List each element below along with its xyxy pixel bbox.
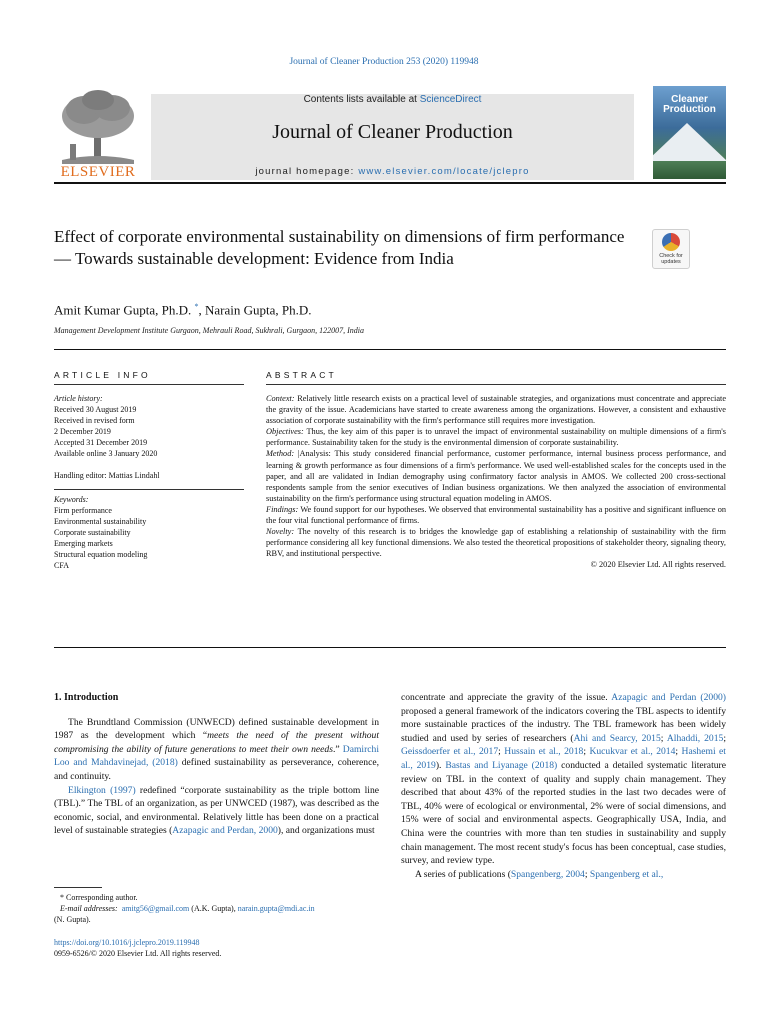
keyword: Firm performance — [54, 506, 112, 515]
journal-title: Journal of Cleaner Production — [272, 121, 513, 143]
article-title: Effect of corporate environmental sustainability on dimensions of firm performance — Towards sustainable development: Evidence from India — [54, 227, 625, 268]
history-label: Article history: — [54, 394, 103, 403]
abstract-copyright: © 2020 Elsevier Ltd. All rights reserved. — [590, 560, 726, 570]
elsevier-logo[interactable] — [54, 86, 142, 180]
citation-link[interactable]: Azapagic and Perdan, 2000 — [172, 825, 278, 837]
article-info-heading: ARTICLE INFO — [54, 370, 151, 380]
issn-line: 0959-6526/© 2020 Elsevier Ltd. All rights reserved. — [54, 949, 222, 958]
homepage-link[interactable]: www.elsevier.com/locate/jclepro — [358, 166, 530, 177]
body-left-column — [54, 691, 379, 838]
keywords-rule — [54, 489, 244, 490]
citation-link[interactable]: Hussain et al., 2018 — [504, 746, 584, 758]
history-item: Received 30 August 2019 — [54, 405, 137, 414]
intro-paragraph-2-cont: concentrate and appreciate the gravity of the issue. Azapagic and Perdan (2000) proposed a general framework of the indicators covering the TBL aspects to identify more sustainable practices of the industry. The TBL framework has been widely studied and used by series of researchers (Ahi and Searcy, 2015; Alhaddi, 2015; Geissdoerfer et al., 2017; Hussain et al., 2018; Kucukvar et al., 2014; Hashemi et al., 2019). Bastas and Liyanage (2018) conducted a detailed systematic literature review on TBL in the context of quality and supply chain management. They described that about 43% of the reported studies in the last two decades were of TBL, 40% were of ecological or environmental, 2% were of social dimensions, and 15% were of social and environmental aspects. Geographically USA, India, and China were the countries with more than ten studies in sustainability and supply chain management. The most recent study's focus has been conceptual, case studies, survey, and review type. — [401, 692, 726, 867]
keyword: Structural equation modeling — [54, 550, 148, 559]
intro-paragraph-3: A series of publications (Spangenberg, 2004; Spangenberg et al., — [415, 868, 664, 880]
history-item: Available online 3 January 2020 — [54, 449, 158, 458]
doi-block — [54, 937, 394, 959]
check-updates-icon — [662, 233, 680, 251]
abstract-rule — [266, 384, 726, 385]
body-right-column — [401, 691, 726, 881]
abstract-novelty: Novelty: The novelty of this research is to bridges the knowledge gap of establishing a relationship of sustainability with the firm performance considering all key functional dimensions. We also tested the theoretical propositions of stakeholder theory, signaling theory, RBV, and institutional perspective. — [266, 527, 726, 559]
abstract-objectives: Objectives: Thus, the key aim of this paper is to unravel the impact of environmental sustainability on multiple dimensions of a firm's performance. Sustainability taken for the study is the environmental dimension of corporate sustainability. — [266, 427, 726, 448]
email-link[interactable]: amitg56@gmail.com — [121, 904, 190, 913]
cover-mountain-image — [653, 123, 726, 161]
header-rule — [54, 182, 726, 184]
abstract-findings: Findings: We found support for our hypotheses. We observed that environmental sustainability has a positive and significant influence on the four vital functional performance of firms. — [266, 504, 726, 526]
doi-link[interactable]: https://doi.org/10.1016/j.jclepro.2019.119948 — [54, 938, 200, 947]
abstract-method: Method: |Analysis: This study considered financial performance, customer performance, internal business process performance, and learning & growth performance as four dimensions of a firm's performance. We used well-established scales for the concepts used in the paper, and all are validated in Indian demography using confirmatory factor analysis in AMOS. We collected 200 cross-sectional respondents sample from the senior executives of Indian business organizations. We then analyzed the association of environmental sustainability on the firm's performance using structural equation modeling in AMOS. — [266, 449, 726, 503]
citation-link[interactable]: Ahi and Searcy, 2015 — [573, 732, 661, 744]
citation-link[interactable]: Azapagic and Perdan (2000) — [611, 692, 726, 703]
article-info-rule — [54, 384, 244, 385]
keywords-list — [54, 494, 244, 571]
history-item: Accepted 31 December 2019 — [54, 438, 148, 447]
history-item: 2 December 2019 — [54, 427, 111, 436]
citation-link[interactable]: Geissdoerfer et al., 2017 — [401, 746, 499, 758]
footnotes — [54, 892, 394, 925]
abstract-context: Context: Relatively little research exists on a practical level of sustainable strategies, and organizations must concentrate and appreciate the gravity of the issue. Academicians have started to create awareness among the organizations. However, a consistent and exhaustive association of corporate sustainability with the firm's performance still requires more investigation. — [266, 394, 726, 426]
email-addresses: E-mail addresses: amitg56@gmail.com (A.K. Gupta), narain.gupta@mdi.ac.in — [60, 904, 315, 913]
keyword: CFA — [54, 561, 69, 570]
intro-paragraph-1: The Brundtland Commission (UNWECD) defined sustainable development in 1987 as the development which “meets the need of the present without compromising the ability of future generations to meet their own needs.” Damirchi Loo and Mahdavinejad, (2018) defined sustainability as perseverance, coherence, and continuity. — [54, 716, 380, 782]
email-name-2: (N. Gupta). — [54, 915, 91, 924]
intro-paragraph-2: Elkington (1997) redefined “corporate sustainability as the triple bottom line (TBL).” The TBL of an organization, as per UNWCED (1987), was described as the economic, social, and environmental. Relatively little has been done on a practical level of sustainable strategies (Azapagic and Perdan, 2000), and organizations must — [54, 784, 379, 837]
citation-link[interactable]: Alhaddi, 2015 — [666, 732, 724, 744]
keywords-label: Keywords: — [54, 495, 89, 504]
citation-link[interactable]: Hashemi et al., 2019 — [401, 746, 726, 771]
contents-line: Contents lists available at ScienceDirect — [303, 94, 482, 105]
citation-link[interactable]: Bastas and Liyanage (2018) — [445, 759, 558, 771]
keyword: Environmental sustainability — [54, 517, 147, 526]
history-item: Received in revised form — [54, 416, 135, 425]
handling-editor: Handling editor: Mattias Lindahl — [54, 471, 160, 480]
footnote-rule — [54, 887, 102, 888]
journal-cover[interactable] — [653, 86, 726, 179]
citation-link[interactable]: Elkington (1997) — [68, 784, 136, 796]
corresponding-author-note: * Corresponding author. — [60, 893, 138, 902]
email-link[interactable]: narain.gupta@mdi.ac.in — [237, 904, 315, 913]
sciencedirect-link[interactable]: ScienceDirect — [419, 94, 482, 105]
citation-link[interactable]: Spangenberg, 2004 — [510, 868, 585, 880]
affiliation: Management Development Institute Gurgaon, Mehrauli Road, Sukhrali, Gurgaon, 122007, India — [54, 326, 365, 335]
publisher-wordmark: ELSEVIER — [60, 164, 136, 180]
corresponding-author-mark[interactable]: * — [194, 302, 199, 311]
citation-link[interactable]: Kucukvar et al., 2014 — [589, 746, 676, 758]
keyword: Emerging markets — [54, 539, 113, 548]
keyword: Corporate sustainability — [54, 528, 131, 537]
title-rule — [54, 349, 726, 350]
author-1[interactable]: Amit Kumar Gupta, Ph.D. — [54, 302, 192, 318]
section-heading-introduction: 1. Introduction — [54, 692, 119, 703]
check-updates-label: Check for updates — [659, 253, 683, 265]
article-history — [54, 393, 244, 481]
author-list — [54, 302, 311, 318]
abstract-end-rule — [54, 647, 726, 648]
abstract-heading: ABSTRACT — [266, 370, 337, 380]
journal-banner — [151, 94, 634, 180]
journal-citation[interactable]: Journal of Cleaner Production 253 (2020) 119948 — [289, 57, 479, 67]
citation-link[interactable]: Spangenberg et al., — [589, 868, 664, 880]
author-2[interactable]: , Narain Gupta, Ph.D. — [198, 302, 312, 318]
journal-homepage: journal homepage: www.elsevier.com/locate/jclepro — [255, 166, 530, 177]
check-for-updates-button[interactable] — [652, 229, 690, 269]
citation-link[interactable]: Damirchi Loo and Mahdavinejad, (2018) — [54, 743, 379, 769]
abstract-body — [266, 393, 726, 571]
cover-title: Cleaner Production — [663, 94, 716, 115]
